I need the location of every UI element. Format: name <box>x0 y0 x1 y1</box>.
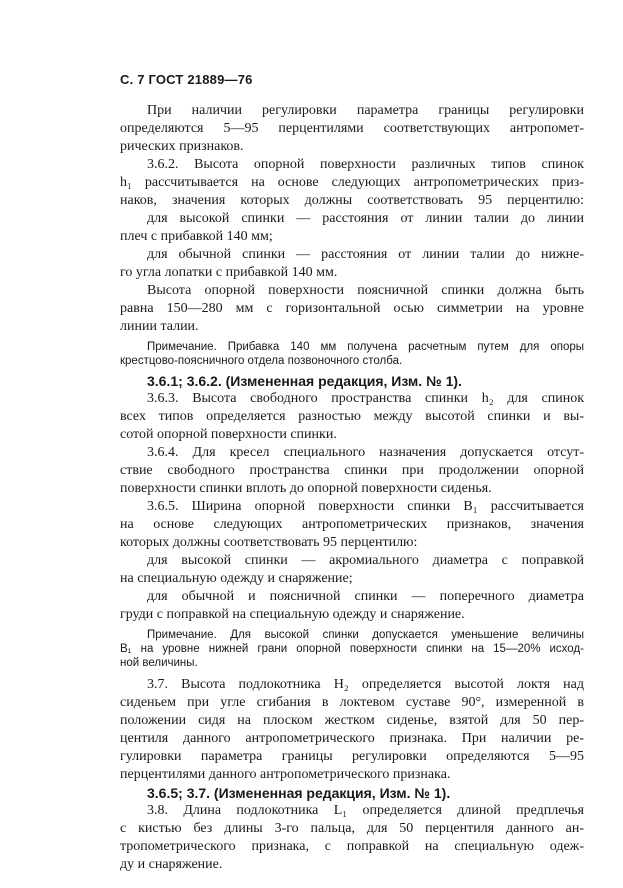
text-line: для высокой спинки — расстояния от линии талии до линии <box>147 211 584 226</box>
note-line: ной величины. <box>120 657 198 669</box>
note-line: крестцово-поясничного отдела позвоночного столба. <box>120 355 403 367</box>
text-line: ствие свободного пространства спинки при продолжении опорной <box>120 463 584 478</box>
text-line: равна 150—280 мм с горизонтальной осью симметрии на уровне <box>120 301 584 316</box>
text-line: тропометрического признака, с поправкой на специальную одеж- <box>120 839 584 854</box>
note-line: Примечание. Для высокой спинки допускается уменьшение величины <box>147 629 584 641</box>
text-line: 3.6.5. Ширина опорной поверхности спинки B₁ рассчитывается <box>147 499 584 514</box>
text-line: го угла лопатки с прибавкой 140 мм. <box>120 265 338 280</box>
text-line: центиля данного антропометрического признака. При наличии ре- <box>120 731 584 746</box>
text-line: которых должны соответствовать 95 перцентилю: <box>120 535 418 550</box>
text-line: поверхности спинки вплоть до опорной поверхности сиденья. <box>120 481 492 496</box>
text-line: 3.8. Длина подлокотника L₁ определяется длиной предплечья <box>147 803 584 818</box>
text-line: всех типов определяется разностью между высотой спинки и вы- <box>120 409 584 424</box>
text-line: Высота опорной поверхности поясничной спинки должна быть <box>147 283 584 298</box>
text-line: рических признаков. <box>120 139 244 154</box>
text-line: ду и снаряжение. <box>120 857 223 872</box>
text-line: линии талии. <box>120 319 199 334</box>
text-line: 3.6.2. Высота опорной поверхности различных типов спинок <box>147 157 584 172</box>
text-line: сотой опорной поверхности спинки. <box>120 427 337 442</box>
text-line: груди с поправкой на специальную одежду и снаряжение. <box>120 607 465 622</box>
text-line: для обычной спинки — расстояния от линии талии до нижне- <box>147 247 584 262</box>
text-line: на основе следующих антропометрических признаков, значения <box>120 517 584 532</box>
note-line: Примечание. Прибавка 140 мм получена расчетным путем для опоры <box>147 341 584 353</box>
page-header: С. 7 ГОСТ 21889—76 <box>120 72 253 87</box>
text-line: с кистью без длины 3-го пальца, для 50 перцентиля данного ан- <box>120 821 584 836</box>
text-line: При наличии регулировки параметра границы регулировки <box>147 103 584 118</box>
text-line: 3.7. Высота подлокотника H₂ определяется высотой локтя над <box>147 677 584 692</box>
text-line: на специальную одежду и снаряжение; <box>120 571 353 586</box>
text-line: гулировки параметра границы регулировки определяются 5—95 <box>120 749 584 764</box>
text-line: положении сидя на плоском жестком сиденье, взятой для 50 пер- <box>120 713 584 728</box>
text-line: плеч с прибавкой 140 мм; <box>120 229 273 244</box>
revision-line: 3.6.5; 3.7. (Измененная редакция, Изм. № 1). <box>147 785 451 801</box>
text-line: 3.6.4. Для кресел специального назначения допускается отсут- <box>147 445 584 460</box>
text-line: наков, значения которых должны соответствовать 95 перцентилю: <box>120 193 584 208</box>
text-line: перцентилями данного антропометрического признака. <box>120 767 451 782</box>
revision-line: 3.6.1; 3.6.2. (Измененная редакция, Изм. № 1). <box>147 373 462 389</box>
note-line: B₁ на уровне нижней грани опорной поверхности спинки на 15—20% исход- <box>120 643 584 655</box>
text-line: h₁ рассчитывается на основе следующих антропометрических приз- <box>120 175 584 190</box>
text-line: определяются 5—95 перцентилями соответствующих антропомет- <box>120 121 584 136</box>
text-line: 3.6.3. Высота свободного пространства спинки h₂ для спинок <box>147 391 584 406</box>
text-line: для высокой спинки — акромиального диаметра с поправкой <box>147 553 584 568</box>
text-line: для обычной и поясничной спинки — поперечного диаметра <box>147 589 584 604</box>
text-line: сиденьем при угле сгибания в локтевом суставе 90°, измеренной в <box>120 695 584 710</box>
